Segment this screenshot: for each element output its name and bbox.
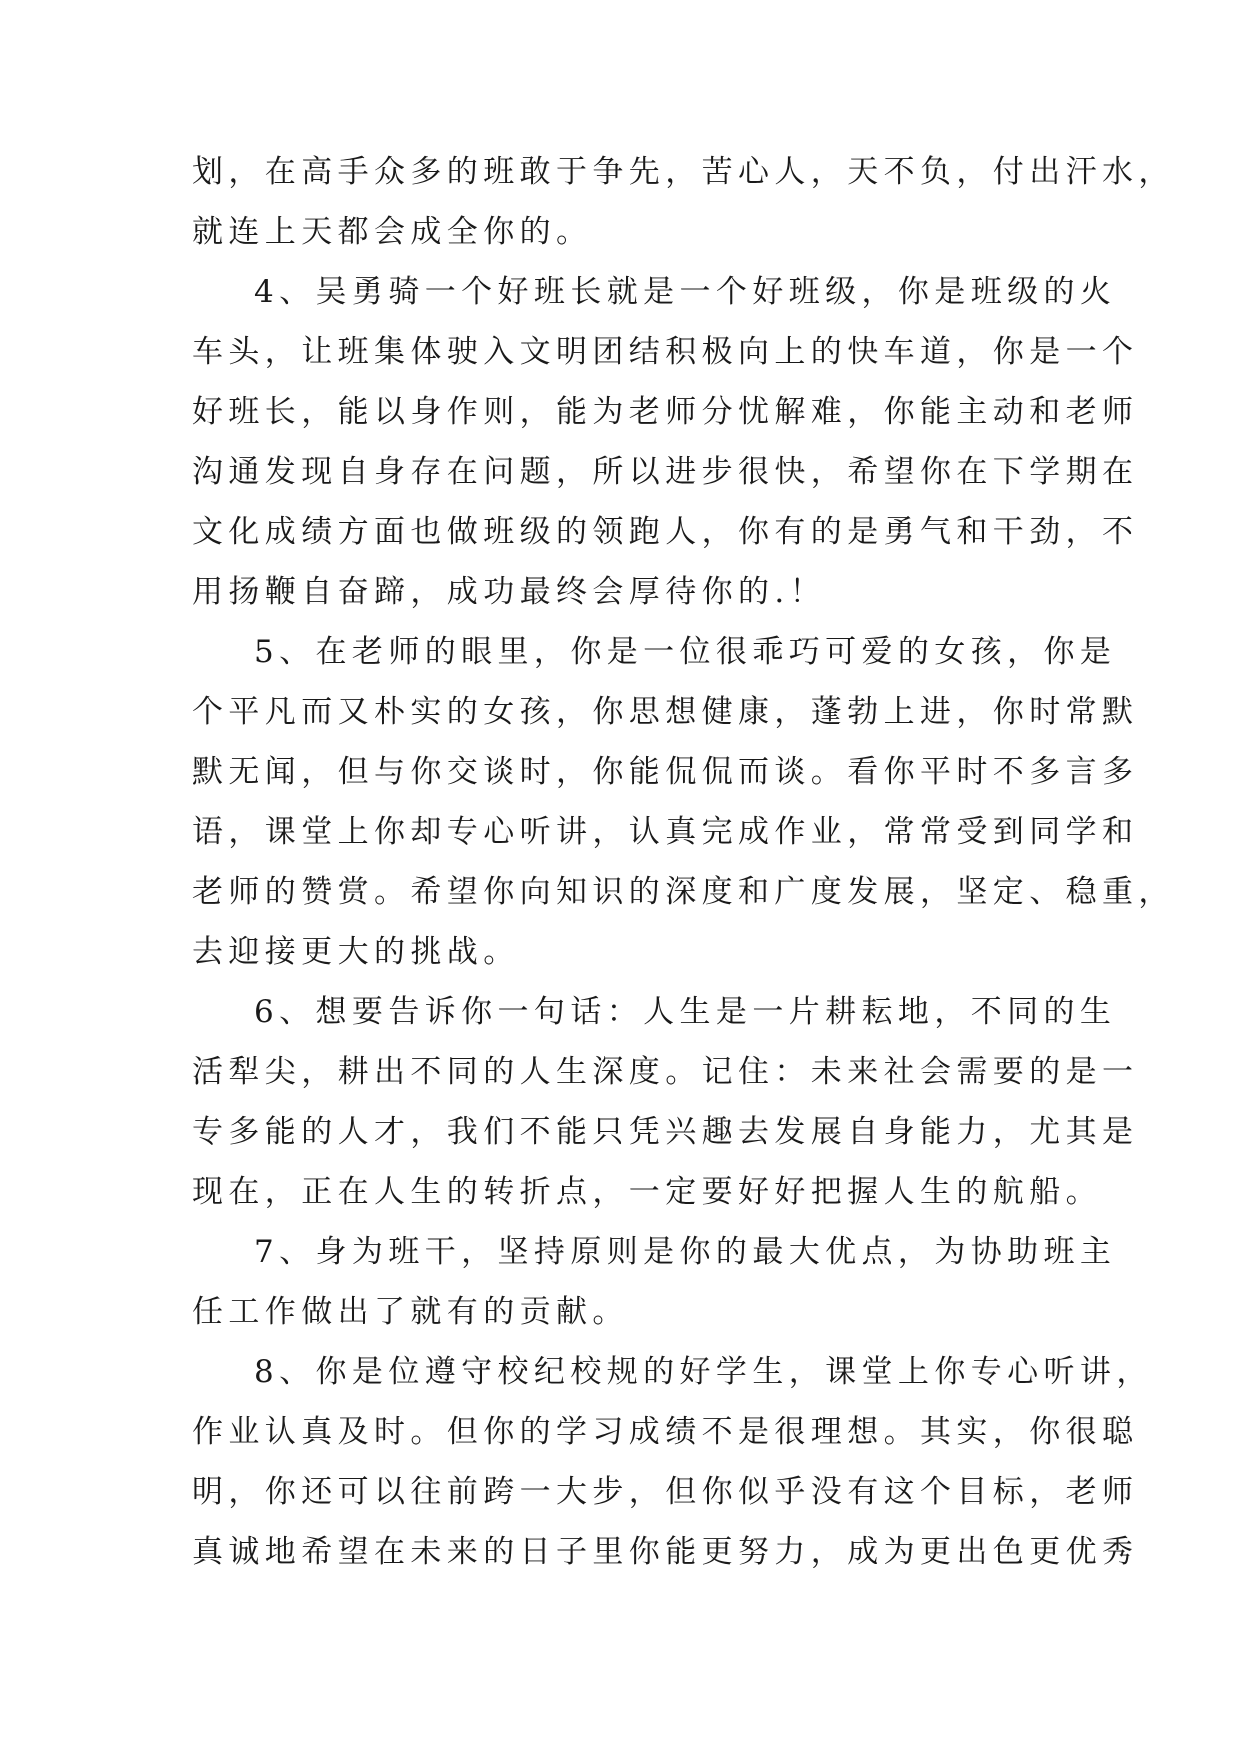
text-line: 用扬鞭自奋蹄，成功最终会厚待你的.！ [192,574,827,610]
text-line: 车头，让班集体驶入文明团结积极向上的快车道，你是一个 [192,334,1139,370]
paragraph-8-start: 8、你是位遵守校纪校规的好学生，课堂上你专心听讲， [254,1354,1153,1390]
text-line: 活犁尖，耕出不同的人生深度。记住：未来社会需要的是一 [192,1054,1139,1090]
text-line: 现在，正在人生的转折点，一定要好好把握人生的航船。 [192,1174,1102,1210]
text-line: 作业认真及时。但你的学习成绩不是很理想。其实，你很聪 [192,1414,1139,1450]
text-line: 真诚地希望在未来的日子里你能更努力，成为更出色更优秀 [192,1534,1139,1570]
text-line: 划，在高手众多的班敢于争先，苦心人，天不负，付出汗水， [192,154,1175,190]
text-line: 专多能的人才，我们不能只凭兴趣去发展自身能力，尤其是 [192,1114,1139,1150]
text-line: 文化成绩方面也做班级的领跑人，你有的是勇气和干劲，不 [192,514,1139,550]
paragraph-6-start: 6、想要告诉你一句话：人生是一片耕耘地，不同的生 [254,994,1117,1030]
text-line: 个平凡而又朴实的女孩，你思想健康，蓬勃上进，你时常默 [192,694,1139,730]
text-line: 默无闻，但与你交谈时，你能侃侃而谈。看你平时不多言多 [192,754,1139,790]
text-line: 明，你还可以往前跨一大步，但你似乎没有这个目标，老师 [192,1474,1139,1510]
text-line: 老师的赞赏。希望你向知识的深度和广度发展，坚定、稳重， [192,874,1175,910]
paragraph-5-start: 5、在老师的眼里，你是一位很乖巧可爱的女孩，你是 [254,634,1117,670]
paragraph-4-start: 4、吴勇骑一个好班长就是一个好班级，你是班级的火 [254,274,1117,310]
text-line: 好班长，能以身作则，能为老师分忧解难，你能主动和老师 [192,394,1139,430]
text-line: 任工作做出了就有的贡献。 [192,1294,629,1330]
text-line: 去迎接更大的挑战。 [192,934,520,970]
paragraph-7-start: 7、身为班干，坚持原则是你的最大优点，为协助班主 [254,1234,1117,1270]
text-line: 就连上天都会成全你的。 [192,214,593,250]
text-line: 语，课堂上你却专心听讲，认真完成作业，常常受到同学和 [192,814,1139,850]
text-line: 沟通发现自身存在问题，所以进步很快，希望你在下学期在 [192,454,1139,490]
